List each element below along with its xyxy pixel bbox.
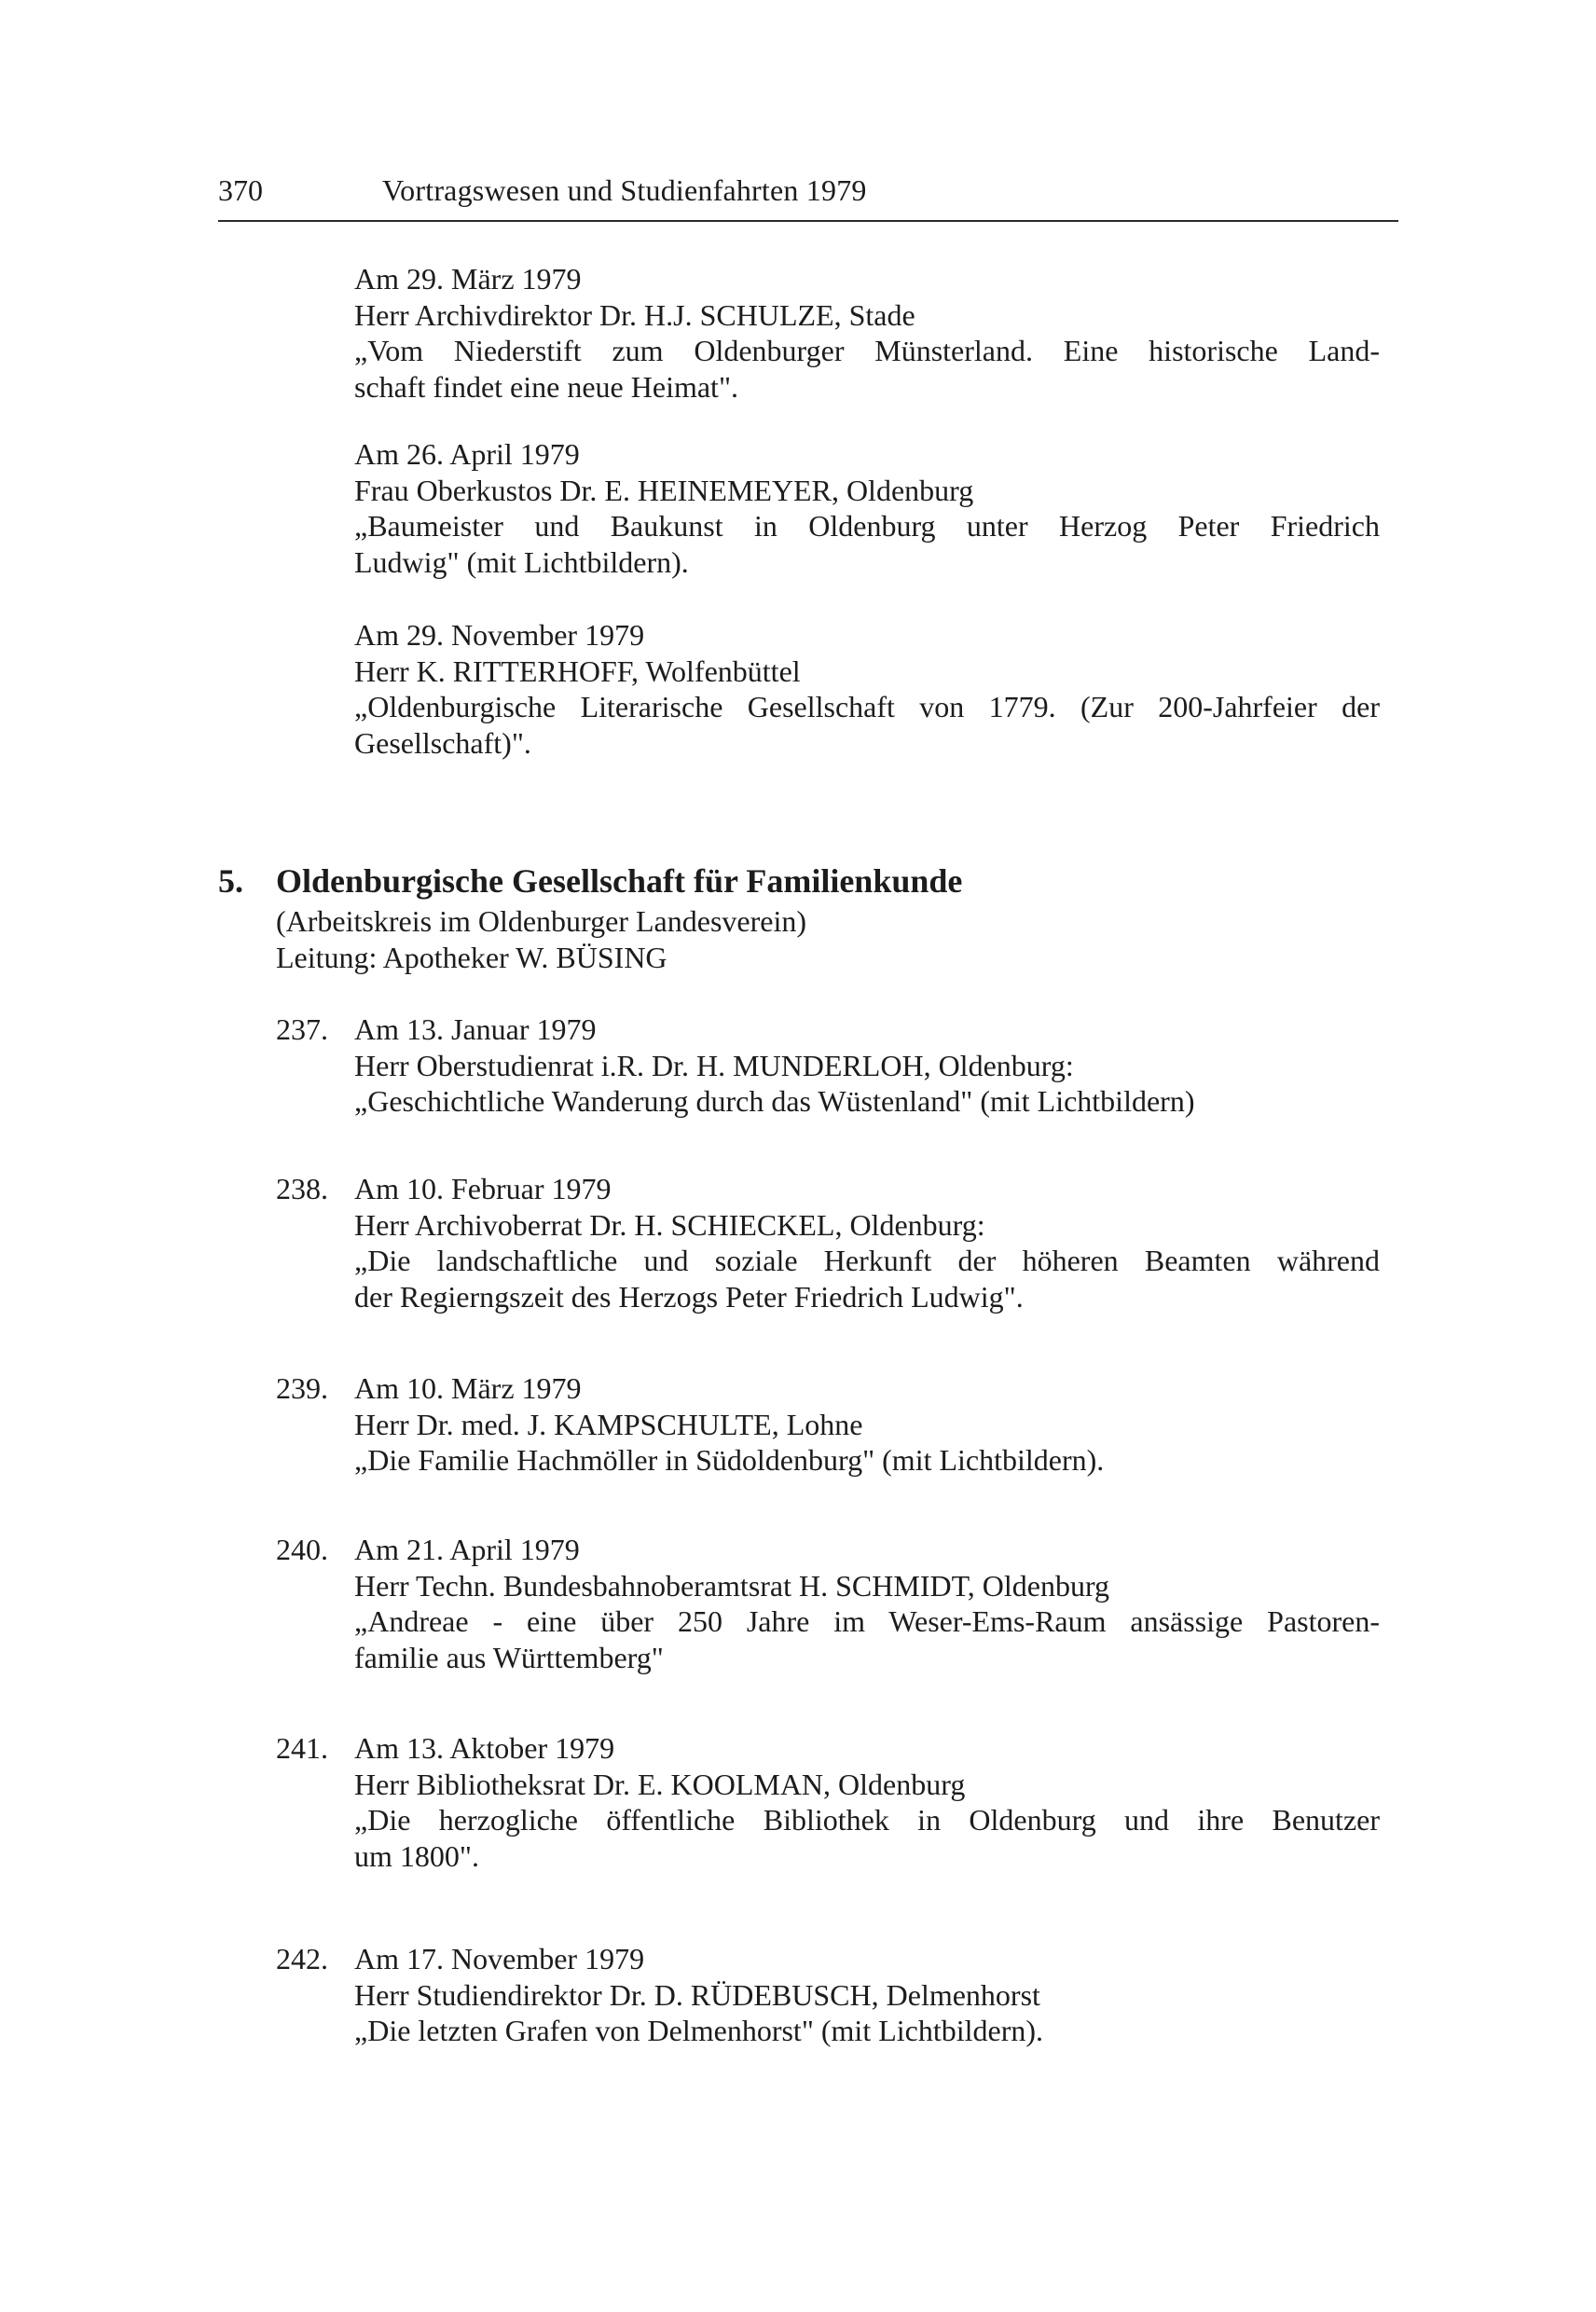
running-title: Vortragswesen und Studienfahrten 1979 (382, 173, 867, 207)
talk-speaker: Herr Techn. Bundesbahnoberamtsrat H. SCHMIDT, Oldenburg (354, 1568, 1110, 1603)
talk-title-line: familie aus Württemberg" (354, 1640, 664, 1674)
talk-speaker: Herr Archivoberrat Dr. H. SCHIECKEL, Oldenburg: (354, 1207, 985, 1242)
talk-date: Am 17. November 1979 (354, 1942, 645, 1975)
talk-speaker: Herr Dr. med. J. KAMPSCHULTE, Lohne (354, 1407, 863, 1441)
talk-entry (354, 436, 1380, 580)
talk-speaker: Herr K. RITTERHOFF, Wolfenbüttel (354, 654, 801, 688)
talk-title-line: „Die herzogliche öffentliche Bibliothek in Oldenburg und ihre Benutzer (354, 1803, 1380, 1837)
talk-date: Am 13. Januar 1979 (354, 1012, 597, 1046)
talk-entry (354, 261, 1380, 405)
talk-number: 237. (276, 1012, 328, 1046)
talk-title-line: „Oldenburgische Literarische Gesellschaft von 1779. (Zur 200-Jahrfeier der (354, 690, 1380, 723)
talk-date: Am 10. Februar 1979 (354, 1172, 612, 1205)
talk-number: 238. (276, 1172, 328, 1205)
header-rule (218, 220, 1398, 222)
talk-number: 239. (276, 1371, 328, 1405)
talk-speaker: Herr Archivdirektor Dr. H.J. SCHULZE, Stade (354, 297, 915, 332)
talk-date: Am 29. März 1979 (354, 262, 582, 296)
talk-number: 241. (276, 1731, 328, 1765)
talk-title-line: „Geschichtliche Wanderung durch das Wüstenland" (mit Lichtbildern) (354, 1084, 1195, 1118)
numbered-talk-entry (276, 1370, 1380, 1479)
talk-title-line: „Vom Niederstift zum Oldenburger Münsterland. Eine historische Land- (354, 334, 1380, 367)
numbered-talk-entry (276, 1941, 1380, 2049)
talk-title-line: „Baumeister und Baukunst in Oldenburg unter Herzog Peter Friedrich (354, 509, 1380, 543)
talk-title-line: der Regierngszeit des Herzogs Peter Friedrich Ludwig". (354, 1279, 1024, 1314)
talk-date: Am 13. Aktober 1979 (354, 1731, 615, 1765)
talk-title-line: „Die letzten Grafen von Delmenhorst" (mit Lichtbildern). (354, 2014, 1044, 2047)
talk-date: Am 29. November 1979 (354, 618, 645, 652)
talk-speaker: Herr Studiendirektor Dr. D. RÜDEBUSCH, Delmenhorst (354, 1977, 1040, 2012)
section-title: Oldenburgische Gesellschaft für Familienkunde (276, 862, 963, 900)
talk-title-line: „Die Familie Hachmöller in Südoldenburg" (mit Lichtbildern). (354, 1443, 1105, 1477)
numbered-talk-entry (276, 1012, 1380, 1120)
talk-entry (354, 617, 1380, 761)
talk-title-line: Ludwig" (mit Lichtbildern). (354, 544, 689, 579)
talk-speaker: Herr Oberstudienrat i.R. Dr. H. MUNDERLOH, Oldenburg: (354, 1048, 1074, 1082)
numbered-talk-entry (276, 1730, 1380, 1874)
talk-title-line: Gesellschaft)". (354, 725, 531, 760)
talk-date: Am 10. März 1979 (354, 1371, 582, 1405)
talk-speaker: Frau Oberkustos Dr. E. HEINEMEYER, Oldenburg (354, 473, 974, 507)
section-subtitle: (Arbeitskreis im Oldenburger Landesverein) (276, 904, 806, 938)
talk-speaker: Herr Bibliotheksrat Dr. E. KOOLMAN, Oldenburg (354, 1767, 966, 1801)
section-leader: Leitung: Apotheker W. BÜSING (276, 940, 667, 974)
page-number: 370 (218, 173, 263, 207)
talk-number: 240. (276, 1533, 328, 1566)
talk-title-line: „Andreae - eine über 250 Jahre im Weser-Ems-Raum ansässige Pastoren- (354, 1604, 1380, 1638)
talk-title-line: „Die landschaftliche und soziale Herkunft der höheren Beamten während (354, 1244, 1380, 1277)
talk-title-line: schaft findet eine neue Heimat". (354, 369, 738, 404)
talk-number: 242. (276, 1942, 328, 1975)
page-header (218, 166, 1398, 214)
section-number: 5. (218, 862, 243, 900)
talk-date: Am 26. April 1979 (354, 437, 580, 471)
talk-date: Am 21. April 1979 (354, 1533, 580, 1566)
numbered-talk-entry (276, 1532, 1380, 1675)
talk-title-line: um 1800". (354, 1838, 479, 1873)
numbered-talk-entry (276, 1171, 1380, 1314)
